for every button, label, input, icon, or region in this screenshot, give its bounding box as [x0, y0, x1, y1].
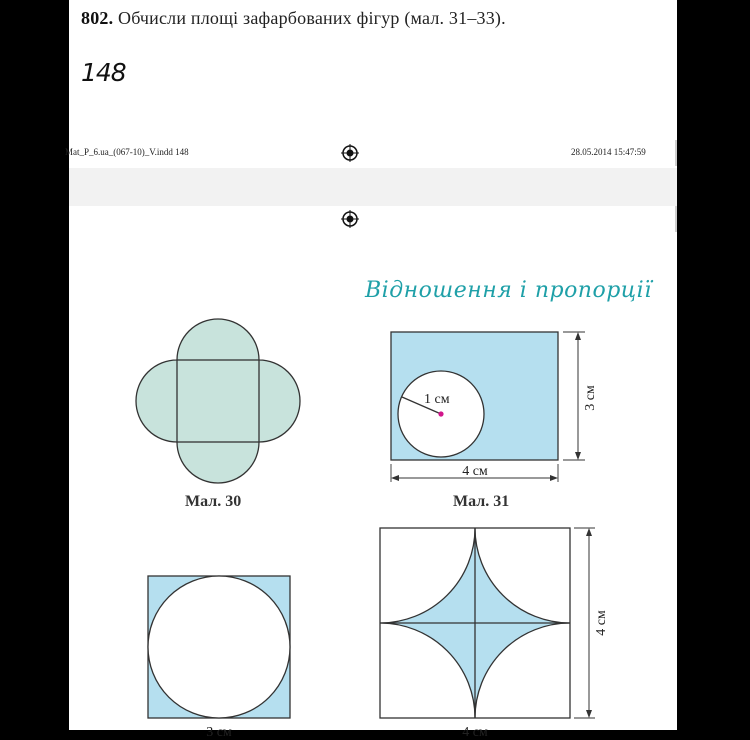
registration-mark-icon — [341, 210, 359, 228]
quatrefoil-shape — [136, 319, 300, 483]
width-label: 3 см — [206, 725, 232, 740]
figure-30-quatrefoil — [135, 318, 301, 484]
page-number: 148 — [81, 58, 126, 87]
figure-33-square-star — [377, 525, 607, 740]
height-label: 3 см — [583, 385, 598, 411]
page-edge-mark — [675, 206, 677, 232]
inscribed-circle — [148, 576, 290, 718]
radius-label: 1 см — [424, 392, 450, 407]
figure-31-rectangle-circle — [387, 328, 597, 483]
section-title: Відношення і пропорції — [365, 278, 652, 303]
figure-32-square-circle — [145, 573, 295, 738]
problem-text: Обчисли площі зафарбованих фігур (мал. 31–33). — [118, 8, 506, 28]
slug-timestamp: 28.05.2014 15:47:59 — [571, 147, 646, 157]
width-label: 4 см — [462, 464, 488, 479]
page-edge-mark — [675, 140, 677, 166]
height-label: 4 см — [594, 610, 609, 636]
figure-30-caption: Мал. 30 — [185, 493, 242, 510]
problem-statement — [81, 8, 506, 29]
slug-filename: Mat_P_6.ua_(067-10)_V.indd 148 — [65, 147, 189, 157]
page-gap-band — [69, 168, 677, 206]
width-label: 4 см — [462, 725, 488, 740]
problem-number: 802. — [81, 8, 114, 28]
figure-31-caption: Мал. 31 — [453, 493, 510, 510]
textbook-page — [65, 0, 677, 740]
center-dot-icon — [438, 411, 443, 416]
registration-mark-icon — [341, 144, 359, 162]
